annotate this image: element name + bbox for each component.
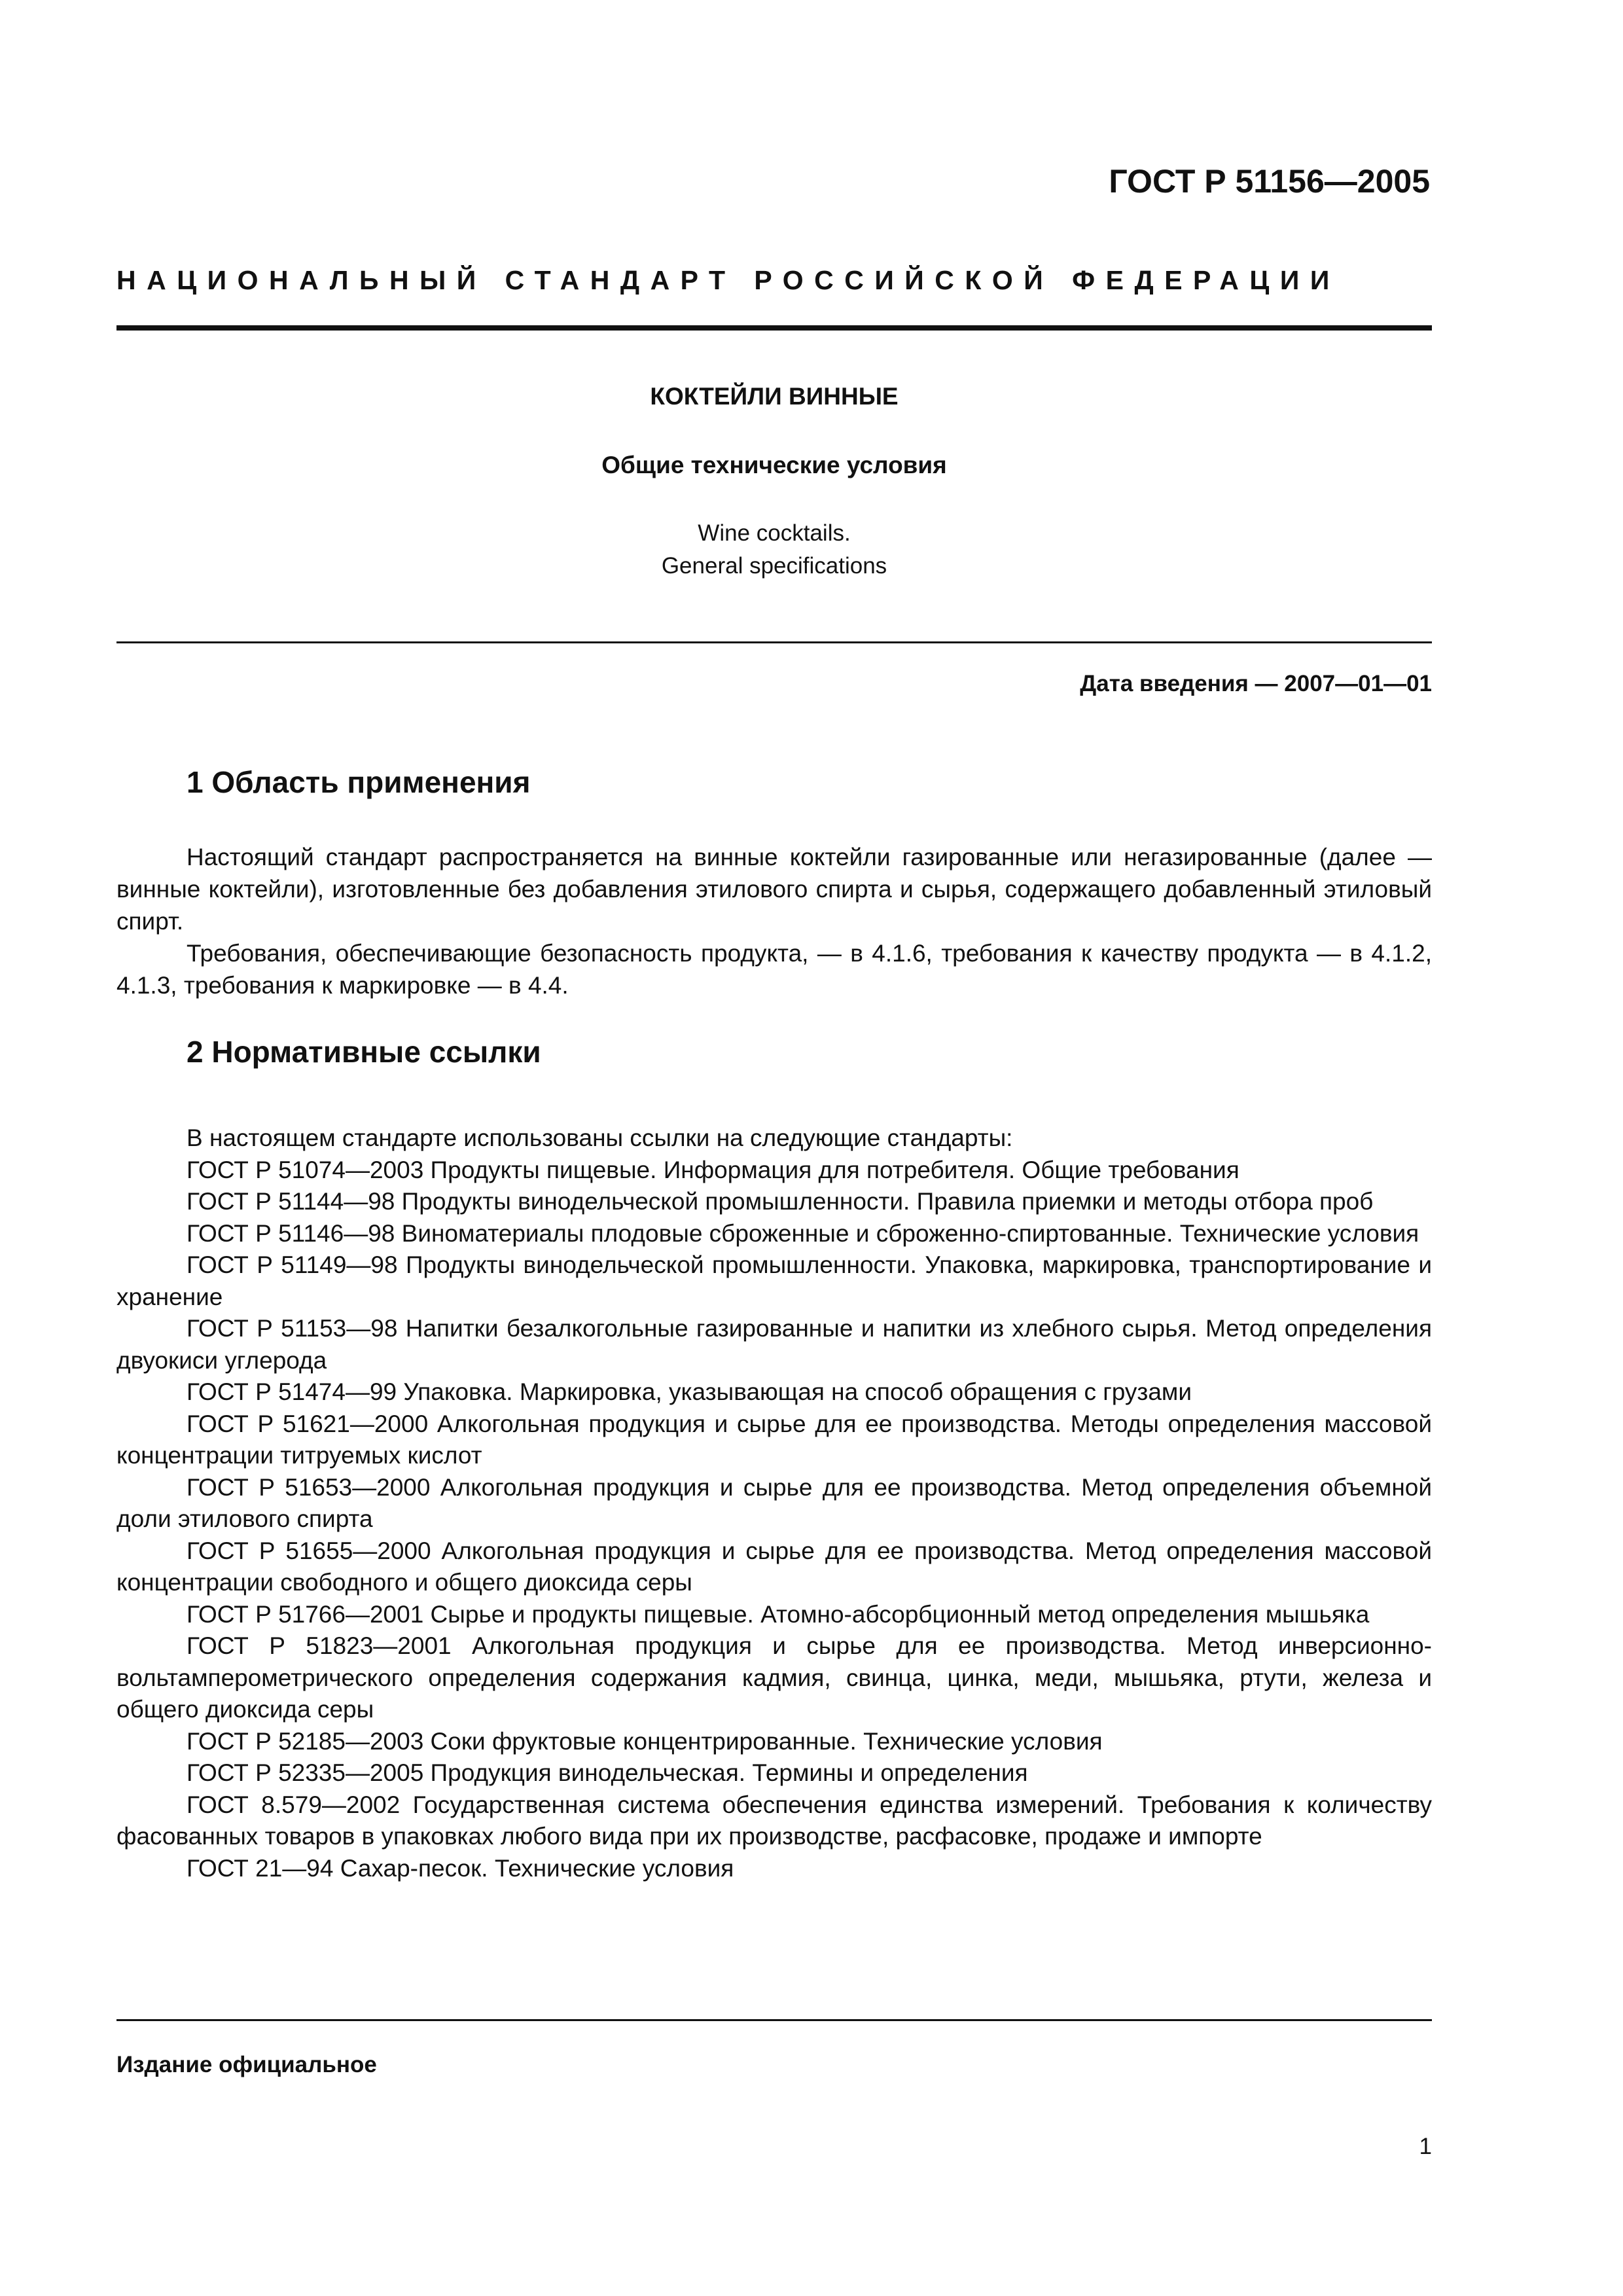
reference-item: ГОСТ Р 51153—98 Напитки безалкогольные газированные и напитки из хлебного сырья. Метод определения двуокиси углерода [116, 1315, 1432, 1374]
reference-item: ГОСТ Р 51144—98 Продукты винодельческой промышленности. Правила приемки и методы отбора проб [187, 1188, 1374, 1215]
section-1-paragraph-1: Настоящий стандарт распространяется на винные коктейли газированные или негазированные (далее — винные коктейли), изготовленные без добавления этилового спирта и сырья, содержащего добавленный этиловый спирт. [116, 844, 1432, 935]
reference-item: ГОСТ 8.579—2002 Государственная система обеспечения единства измерений. Требования к количеству фасованных товаров в упаковках любого вида при их производстве, расфасовке, продаже и импорте [116, 1791, 1432, 1850]
english-title [116, 517, 1432, 583]
section-2-heading: 2 Нормативные ссылки [187, 1035, 541, 1069]
reference-item: ГОСТ Р 51621—2000 Алкогольная продукция и сырье для ее производства. Методы определения массовой концентрации титруемых кислот [116, 1410, 1432, 1469]
references-list [116, 1122, 1432, 1884]
section-1-heading: 1 Область применения [187, 765, 531, 799]
reference-item: ГОСТ Р 51149—98 Продукты винодельческой промышленности. Упаковка, маркировка, транспортирование и хранение [116, 1251, 1432, 1310]
reference-item: ГОСТ Р 51823—2001 Алкогольная продукция и сырье для ее производства. Метод инверсионно-вольтамперометрического определения содержания кадмия, свинца, цинка, меди, мышьяка, ртути, железа и общего диоксида серы [116, 1632, 1432, 1723]
document-title: КОКТЕЙЛИ ВИННЫЕ [650, 383, 899, 410]
references-intro: В настоящем стандарте использованы ссылки на следующие стандарты: [187, 1124, 1013, 1151]
document-subtitle: Общие технические условия [601, 452, 947, 478]
reference-item: ГОСТ Р 52185—2003 Соки фруктовые концентрированные. Технические условия [187, 1727, 1103, 1755]
header-divider [116, 325, 1432, 331]
reference-item: ГОСТ 21—94 Сахар-песок. Технические условия [187, 1854, 734, 1882]
section-1-paragraph-2: Требования, обеспечивающие безопасность продукта, — в 4.1.6, требования к качеству продукта — в 4.1.2, 4.1.3, требования к маркировке — в 4.4. [116, 940, 1432, 999]
reference-item: ГОСТ Р 51655—2000 Алкогольная продукция и сырье для ее производства. Метод определения массовой концентрации свободного и общего диоксида серы [116, 1537, 1432, 1596]
official-edition-label: Издание официальное [116, 2052, 377, 2077]
footer-divider [116, 2019, 1432, 2021]
gost-code: ГОСТ Р 51156—2005 [1109, 163, 1430, 200]
reference-item: ГОСТ Р 51766—2001 Сырье и продукты пищевые. Атомно-абсорбционный метод определения мышьяка [187, 1600, 1370, 1628]
reference-item: ГОСТ Р 51074—2003 Продукты пищевые. Информация для потребителя. Общие требования [187, 1156, 1240, 1183]
reference-item: ГОСТ Р 51474—99 Упаковка. Маркировка, указывающая на способ обращения с грузами [187, 1378, 1192, 1405]
reference-item: ГОСТ Р 52335—2005 Продукция винодельческая. Термины и определения [187, 1759, 1028, 1786]
english-title-line1: Wine cocktails. [698, 520, 851, 546]
title-divider [116, 641, 1432, 643]
reference-item: ГОСТ Р 51146—98 Виноматериалы плодовые сброженные и сброженно-спиртованные. Технические условия [187, 1219, 1419, 1247]
introduction-date: Дата введения — 2007—01—01 [1080, 671, 1432, 696]
national-standard-banner: НАЦИОНАЛЬНЫЙ СТАНДАРТ РОССИЙСКОЙ ФЕДЕРАЦИИ [116, 265, 1340, 295]
english-title-line2: General specifications [661, 553, 887, 579]
reference-item: ГОСТ Р 51653—2000 Алкогольная продукция и сырье для ее производства. Метод определения объемной доли этилового спирта [116, 1473, 1432, 1532]
page-number: 1 [1419, 2134, 1432, 2159]
